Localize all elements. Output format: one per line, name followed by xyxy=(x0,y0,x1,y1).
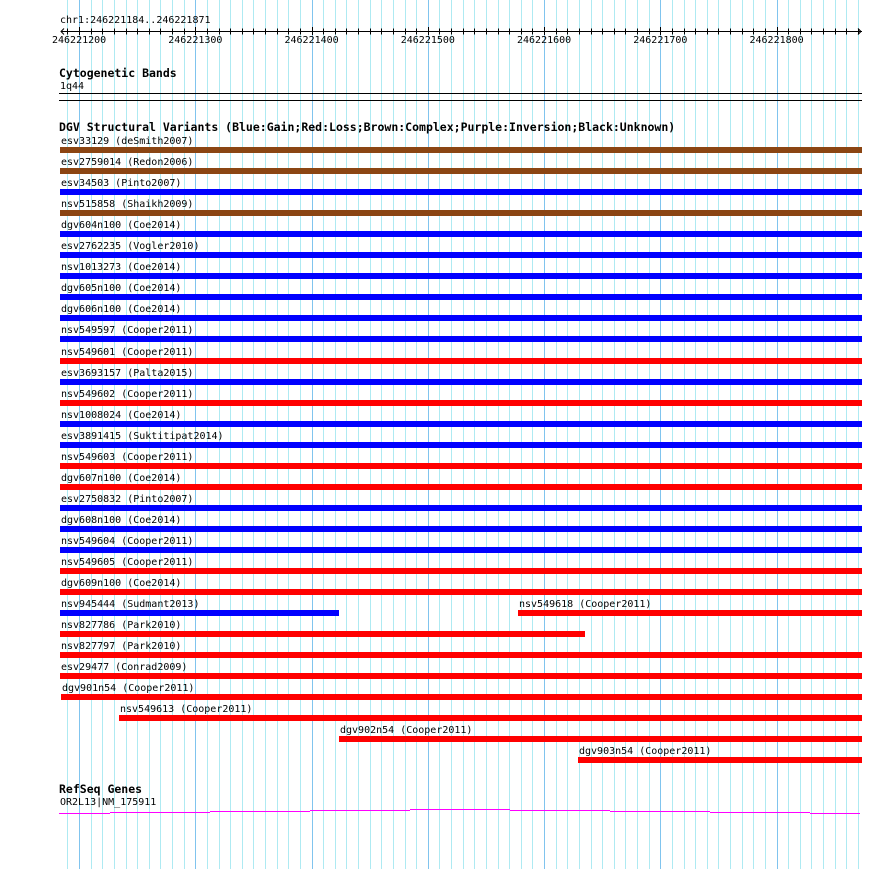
variant-bar-loss[interactable] xyxy=(60,673,862,679)
variant-bar-gain[interactable] xyxy=(60,526,862,532)
variant-label[interactable]: nsv549601 (Cooper2011) xyxy=(61,347,194,358)
cytoband-label: 1q44 xyxy=(60,81,85,92)
variant-label[interactable]: dgv604n100 (Coe2014) xyxy=(61,220,182,231)
ruler-tick-label: 246221300 xyxy=(168,35,223,46)
cytoband-track-title: Cytogenetic Bands xyxy=(59,66,177,80)
variant-bar-gain[interactable] xyxy=(60,442,862,448)
variant-label[interactable]: esv2762235 (Vogler2010) xyxy=(61,241,200,252)
ruler-tick-label: 246221500 xyxy=(400,35,455,46)
variant-bar-gain[interactable] xyxy=(60,610,339,616)
ruler-tick-label: 246221200 xyxy=(52,35,107,46)
variant-label[interactable]: nsv1013273 (Coe2014) xyxy=(61,262,182,273)
variant-label[interactable]: esv3693157 (Palta2015) xyxy=(61,368,194,379)
variant-label[interactable]: nsv827786 (Park2010) xyxy=(61,620,182,631)
variant-bar-gain[interactable] xyxy=(60,547,862,553)
gene-label[interactable]: OR2L13|NM_175911 xyxy=(60,797,157,808)
variant-bar-gain[interactable] xyxy=(60,315,862,321)
variant-label[interactable]: dgv608n100 (Coe2014) xyxy=(61,515,182,526)
variant-bar-loss[interactable] xyxy=(60,568,862,574)
variant-bar-gain[interactable] xyxy=(60,379,862,385)
variant-label[interactable]: nsv945444 (Sudmant2013) xyxy=(61,599,200,610)
variant-bar-loss[interactable] xyxy=(60,463,862,469)
region-label: chr1:246221184..246221871 xyxy=(60,15,211,26)
variant-label[interactable]: dgv607n100 (Coe2014) xyxy=(61,473,182,484)
variant-bar-gain[interactable] xyxy=(60,421,862,427)
variant-bar-loss[interactable] xyxy=(60,358,862,364)
variant-label[interactable]: esv2759014 (Redon2006) xyxy=(61,157,194,168)
variant-bar-gain[interactable] xyxy=(60,189,862,195)
variant-bar-gain[interactable] xyxy=(60,273,862,279)
variant-bar-gain[interactable] xyxy=(60,294,862,300)
variant-bar-gain[interactable] xyxy=(60,231,862,237)
variant-bar-complex[interactable] xyxy=(60,168,862,174)
variant-bar-loss[interactable] xyxy=(61,694,862,700)
variant-label[interactable]: nsv549613 (Cooper2011) xyxy=(120,704,253,715)
variant-label[interactable]: dgv606n100 (Coe2014) xyxy=(61,304,182,315)
variant-label[interactable]: esv2750832 (Pinto2007) xyxy=(61,494,194,505)
variant-bar-loss[interactable] xyxy=(60,400,862,406)
variant-label[interactable]: nsv827797 (Park2010) xyxy=(61,641,182,652)
variant-bar-loss[interactable] xyxy=(578,757,862,763)
variant-label[interactable]: dgv901n54 (Cooper2011) xyxy=(62,683,195,694)
variant-label[interactable]: nsv549605 (Cooper2011) xyxy=(61,557,194,568)
variant-bar-loss[interactable] xyxy=(518,610,862,616)
ruler-tick-label: 246221400 xyxy=(284,35,339,46)
ruler-tick-label: 246221700 xyxy=(633,35,688,46)
variant-label[interactable]: dgv609n100 (Coe2014) xyxy=(61,578,182,589)
variant-bar-loss[interactable] xyxy=(60,631,585,637)
variant-bar-loss[interactable] xyxy=(60,589,862,595)
refseq-track-title: RefSeq Genes xyxy=(59,782,143,796)
variant-bar-gain[interactable] xyxy=(60,252,862,258)
variant-bar-complex[interactable] xyxy=(60,147,862,153)
variant-bar-loss[interactable] xyxy=(60,484,862,490)
dgv-track-title: DGV Structural Variants (Blue:Gain;Red:Loss;Brown:Complex;Purple:Inversion;Black:Unknown) xyxy=(59,120,676,134)
variant-label[interactable]: nsv549597 (Cooper2011) xyxy=(61,325,194,336)
ruler-tick-label: 246221800 xyxy=(749,35,804,46)
variant-label[interactable]: esv29477 (Conrad2009) xyxy=(61,662,188,673)
variant-bar-gain[interactable] xyxy=(60,505,862,511)
variant-label[interactable]: dgv902n54 (Cooper2011) xyxy=(340,725,473,736)
variant-bar-loss[interactable] xyxy=(119,715,862,721)
variant-label[interactable]: nsv1008024 (Coe2014) xyxy=(61,410,182,421)
variant-bar-gain[interactable] xyxy=(60,336,862,342)
variant-bar-loss[interactable] xyxy=(60,652,862,658)
variant-label[interactable]: dgv605n100 (Coe2014) xyxy=(61,283,182,294)
variant-label[interactable]: nsv549618 (Cooper2011) xyxy=(519,599,652,610)
variant-label[interactable]: nsv549604 (Cooper2011) xyxy=(61,536,194,547)
variant-label[interactable]: nsv549602 (Cooper2011) xyxy=(61,389,194,400)
ruler-tick-label: 246221600 xyxy=(517,35,572,46)
variant-label[interactable]: esv34503 (Pinto2007) xyxy=(61,178,182,189)
variant-label[interactable]: nsv515858 (Shaikh2009) xyxy=(61,199,194,210)
variant-label[interactable]: esv33129 (deSmith2007) xyxy=(61,136,194,147)
variant-bar-complex[interactable] xyxy=(60,210,862,216)
variant-label[interactable]: nsv549603 (Cooper2011) xyxy=(61,452,194,463)
variant-bar-loss[interactable] xyxy=(339,736,862,742)
variant-label[interactable]: esv3891415 (Suktitipat2014) xyxy=(61,431,224,442)
variant-label[interactable]: dgv903n54 (Cooper2011) xyxy=(579,746,712,757)
